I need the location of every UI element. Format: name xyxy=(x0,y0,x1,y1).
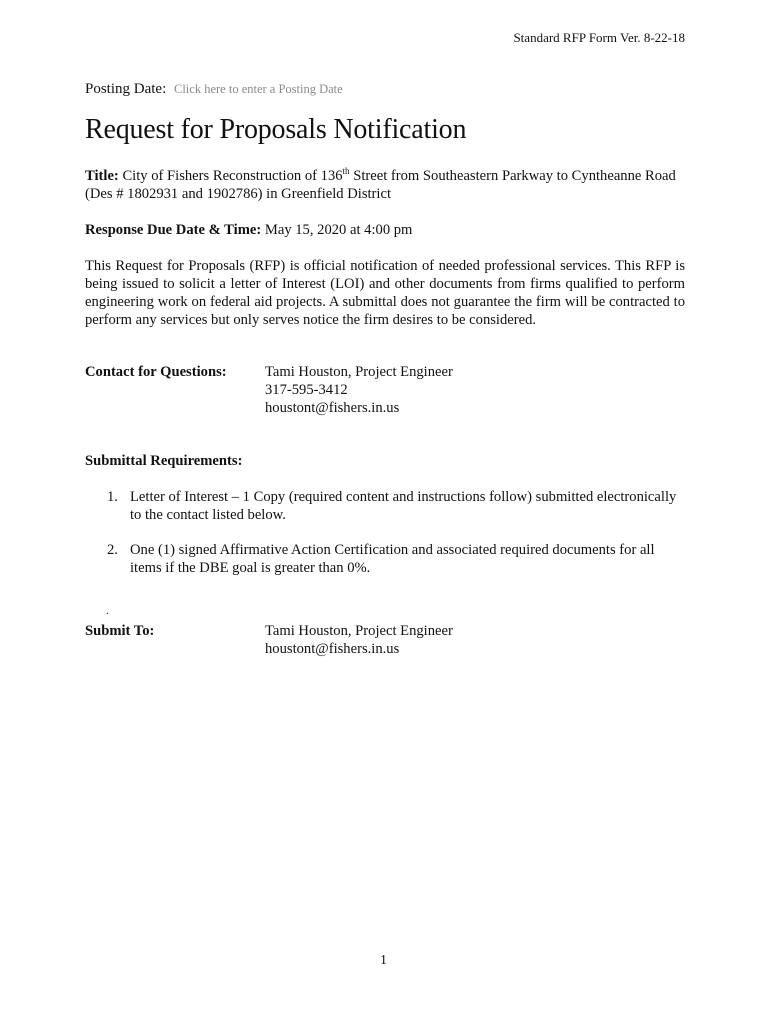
submittal-requirements-label: Submittal Requirements: xyxy=(85,453,243,469)
contact-name: Tami Houston, Project Engineer xyxy=(265,364,453,380)
posting-date-field[interactable]: Click here to enter a Posting Date xyxy=(174,82,343,96)
contact-phone: 317-595-3412 xyxy=(265,382,348,398)
list-item xyxy=(85,541,685,577)
title-text-part2: Street from Southeastern Parkway to Cyntheanne Road (Des # 1802931 and 1902786) in Greenfield District xyxy=(85,168,676,202)
title-superscript: th xyxy=(342,166,350,176)
form-version-header: Standard RFP Form Ver. 8-22-18 xyxy=(513,30,685,45)
title-label: Title: xyxy=(85,168,119,184)
list-item-number: 1. xyxy=(107,489,118,505)
list-item-text: One (1) signed Affirmative Action Certification and associated required documents for all items if the DBE goal is greater than 0%. xyxy=(130,542,655,576)
submit-to-block xyxy=(265,622,453,658)
contact-label: Contact for Questions: xyxy=(85,364,227,380)
response-due-label: Response Due Date & Time: xyxy=(85,222,262,238)
contact-email: houstont@fishers.in.us xyxy=(265,400,400,416)
posting-date-line xyxy=(85,81,343,98)
page-title: Request for Proposals Notification xyxy=(85,114,467,145)
intro-paragraph: This Request for Proposals (RFP) is official notification of needed professional services. This RFP is being issued to solicit a letter of Interest (LOI) and other documents from firms qualified to perform engineering work on federal aid projects. A submittal does not guarantee the firm will be contracted to perform any services but only serves notice the firm desires to be considered. xyxy=(85,258,685,328)
response-due xyxy=(85,221,685,239)
list-item xyxy=(85,488,685,524)
submit-to-name: Tami Houston, Project Engineer xyxy=(265,623,453,639)
title-text-part1: City of Fishers Reconstruction of 136 xyxy=(122,168,343,184)
page-number: 1 xyxy=(380,953,387,968)
response-due-value: May 15, 2020 at 4:00 pm xyxy=(264,222,413,238)
contact-block xyxy=(265,363,453,417)
list-item-text: Letter of Interest – 1 Copy (required content and instructions follow) submitted electronically to the contact listed below. xyxy=(130,489,677,523)
list-item-number: 2. xyxy=(107,542,118,558)
submittal-list xyxy=(85,488,685,594)
submit-to-label: Submit To: xyxy=(85,623,155,639)
submit-to-email: houstont@fishers.in.us xyxy=(265,641,400,657)
posting-date-label: Posting Date: xyxy=(85,81,167,97)
stray-mark: . xyxy=(106,603,109,617)
rfp-title xyxy=(85,167,685,203)
